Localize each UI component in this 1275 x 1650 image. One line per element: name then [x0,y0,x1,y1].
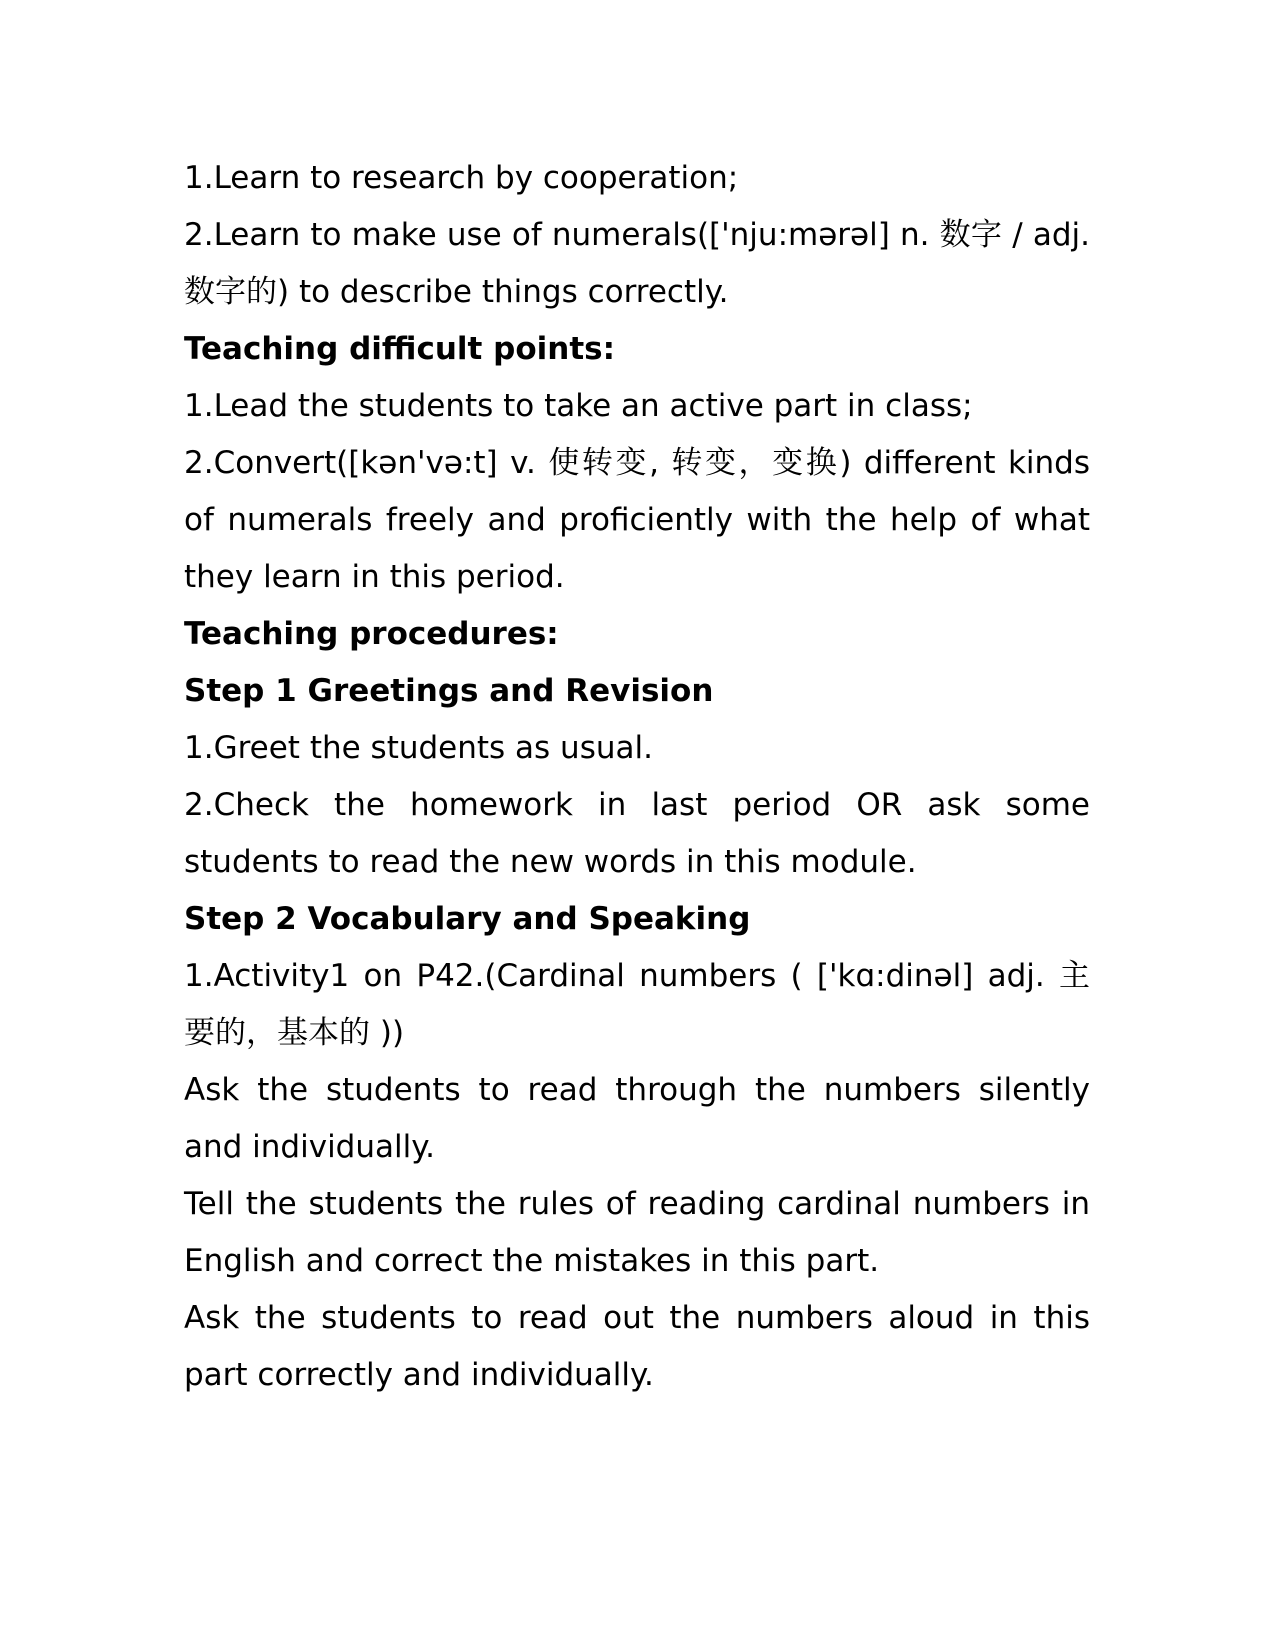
paragraph-5: 1.Greet the students as usual. [184,730,653,766]
paragraph-9: Tell the students the rules of reading cardinal numbers in English and correct the mistakes in this part. [184,1186,1090,1279]
paragraph-1: 1.Learn to research by cooperation; [184,160,739,196]
heading-step-1: Step 1 Greetings and Revision [184,673,714,709]
paragraph-10: Ask the students to read out the numbers aloud in this part correctly and individually. [184,1300,1090,1393]
heading-step-2: Step 2 Vocabulary and Speaking [184,901,751,937]
paragraph-2: 2.Learn to make use of numerals(['nju:mərəl] n. 数字 / adj. 数字的) to describe things correctly. [184,217,1090,310]
heading-teaching-procedures: Teaching procedures: [184,616,559,652]
paragraph-7: 1.Activity1 on P42.(Cardinal numbers ( ['kɑ:dinəl] adj. 主要的，基本的 )) [184,958,1090,1051]
heading-teaching-difficult-points: Teaching difficult points: [184,331,616,367]
paragraph-3: 1.Lead the students to take an active part in class; [184,388,973,424]
paragraph-8: Ask the students to read through the numbers silently and individually. [184,1072,1090,1165]
paragraph-4: 2.Convert([kən'və:t] v. 使转变, 转变，变换) different kinds of numerals freely and proficiently with the help of what they learn in this period. [184,445,1090,595]
document-page [184,150,1090,1404]
paragraph-6: 2.Check the homework in last period OR ask some students to read the new words in this module. [184,787,1090,880]
